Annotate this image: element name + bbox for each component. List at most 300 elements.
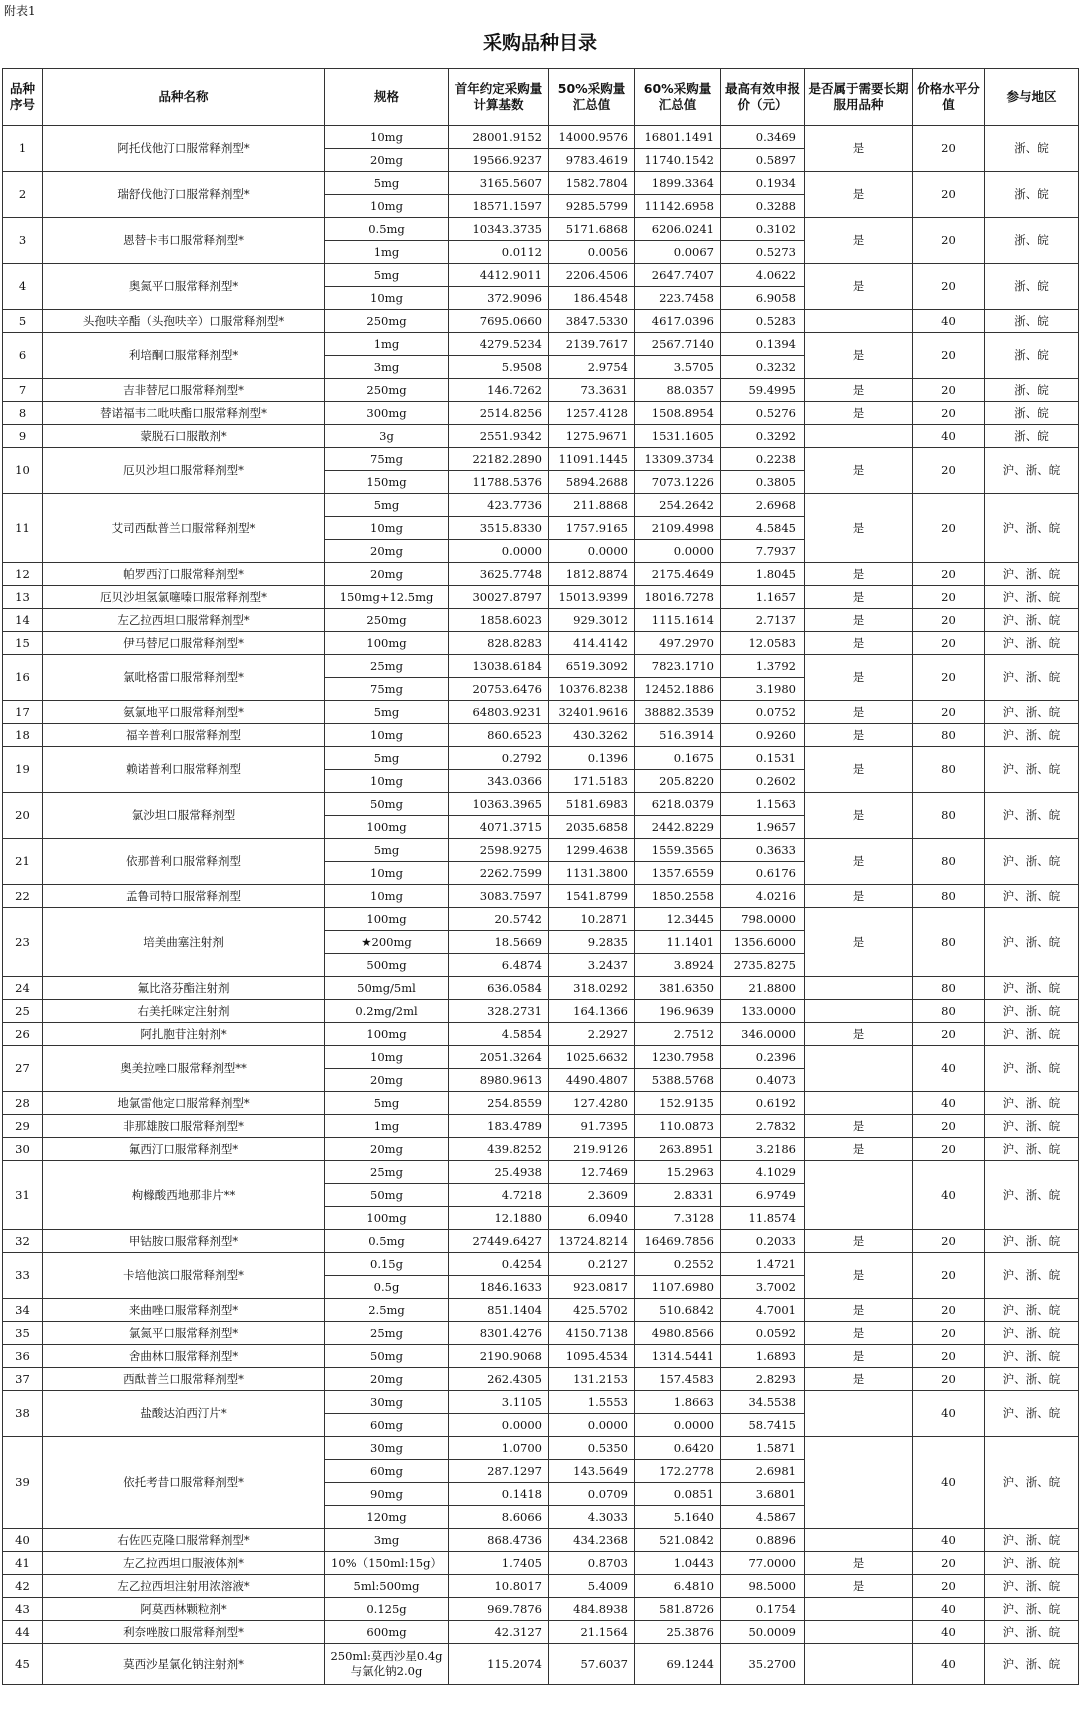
item-p60-qty: 157.4583 [635, 1368, 721, 1391]
appendix-note: 附表1 [4, 4, 36, 18]
item-max-price: 2.6981 [721, 1460, 805, 1483]
item-spec: 10mg [325, 195, 449, 218]
item-max-price: 0.5283 [721, 310, 805, 333]
item-max-price: 1.6893 [721, 1345, 805, 1368]
item-p60-qty: 11142.6958 [635, 195, 721, 218]
item-p50-qty: 5894.2688 [549, 471, 635, 494]
item-base-qty: 0.1418 [449, 1483, 549, 1506]
item-score: 20 [913, 563, 985, 586]
item-regions: 沪、浙、皖 [985, 1644, 1079, 1685]
item-regions: 沪、浙、皖 [985, 1161, 1079, 1230]
item-score: 20 [913, 1138, 985, 1161]
item-max-price: 1.3792 [721, 655, 805, 678]
item-max-price: 12.0583 [721, 632, 805, 655]
item-p60-qty: 2567.7140 [635, 333, 721, 356]
item-p60-qty: 581.8726 [635, 1598, 721, 1621]
table-row [3, 1322, 1079, 1345]
table-row [3, 655, 1079, 678]
table-row [3, 1299, 1079, 1322]
item-p50-qty: 6519.3092 [549, 655, 635, 678]
item-name: 左乙拉西坦口服液体剂* [43, 1552, 325, 1575]
item-long-term [805, 1644, 913, 1685]
item-p50-qty: 0.0056 [549, 241, 635, 264]
item-spec: 5mg [325, 701, 449, 724]
item-long-term: 是 [805, 793, 913, 839]
item-p60-qty: 381.6350 [635, 977, 721, 1000]
item-score: 20 [913, 655, 985, 701]
item-spec: 0.5g [325, 1276, 449, 1299]
item-name: 福辛普利口服常释剂型 [43, 724, 325, 747]
item-spec: 90mg [325, 1483, 449, 1506]
table-header-row [3, 69, 1079, 126]
item-score: 80 [913, 839, 985, 885]
item-long-term: 是 [805, 1299, 913, 1322]
item-base-qty: 5.9508 [449, 356, 549, 379]
item-max-price: 6.9749 [721, 1184, 805, 1207]
item-spec: 3mg [325, 356, 449, 379]
item-score: 80 [913, 1000, 985, 1023]
item-score: 20 [913, 1253, 985, 1299]
item-p60-qty: 5388.5768 [635, 1069, 721, 1092]
col-header-name: 品种名称 [43, 69, 325, 126]
item-spec: 75mg [325, 448, 449, 471]
item-base-qty: 4.5854 [449, 1023, 549, 1046]
item-max-price: 0.3232 [721, 356, 805, 379]
table-row [3, 793, 1079, 816]
item-base-qty: 7695.0660 [449, 310, 549, 333]
item-p60-qty: 0.0851 [635, 1483, 721, 1506]
item-max-price: 3.2186 [721, 1138, 805, 1161]
item-long-term: 是 [805, 1322, 913, 1345]
item-p60-qty: 1107.6980 [635, 1276, 721, 1299]
item-no: 13 [3, 586, 43, 609]
item-max-price: 98.5000 [721, 1575, 805, 1598]
item-regions: 沪、浙、皖 [985, 1299, 1079, 1322]
item-p50-qty: 5.4009 [549, 1575, 635, 1598]
item-name: 阿托伐他汀口服常释剂型* [43, 126, 325, 172]
item-name: 恩替卡韦口服常释剂型* [43, 218, 325, 264]
item-base-qty: 1.7405 [449, 1552, 549, 1575]
item-long-term: 是 [805, 172, 913, 218]
item-regions: 沪、浙、皖 [985, 1322, 1079, 1345]
table-row [3, 494, 1079, 517]
col-header-price: 最高有效申报价（元） [721, 69, 805, 126]
item-name: 依托考昔口服常释剂型* [43, 1437, 325, 1529]
item-no: 40 [3, 1529, 43, 1552]
item-max-price: 0.3288 [721, 195, 805, 218]
item-spec: 100mg [325, 1023, 449, 1046]
item-max-price: 2735.8275 [721, 954, 805, 977]
item-base-qty: 19566.9237 [449, 149, 549, 172]
item-p60-qty: 1899.3364 [635, 172, 721, 195]
item-score: 40 [913, 1391, 985, 1437]
item-p60-qty: 110.0873 [635, 1115, 721, 1138]
item-regions: 沪、浙、皖 [985, 1529, 1079, 1552]
table-row [3, 1368, 1079, 1391]
table-row [3, 425, 1079, 448]
item-p60-qty: 4617.0396 [635, 310, 721, 333]
item-regions: 浙、皖 [985, 264, 1079, 310]
item-name: 氯吡格雷口服常释剂型* [43, 655, 325, 701]
item-name: 利奈唑胺口服常释剂型* [43, 1621, 325, 1644]
item-no: 12 [3, 563, 43, 586]
item-spec: 5mg [325, 494, 449, 517]
item-spec: 0.5mg [325, 1230, 449, 1253]
item-base-qty: 64803.9231 [449, 701, 549, 724]
item-regions: 沪、浙、皖 [985, 1598, 1079, 1621]
item-max-price: 2.8293 [721, 1368, 805, 1391]
item-no: 26 [3, 1023, 43, 1046]
item-regions: 沪、浙、皖 [985, 839, 1079, 885]
col-header-regions: 参与地区 [985, 69, 1079, 126]
item-regions: 浙、皖 [985, 333, 1079, 379]
item-spec: 1mg [325, 333, 449, 356]
item-spec: 10%（150ml:15g） [325, 1552, 449, 1575]
item-max-price: 0.2396 [721, 1046, 805, 1069]
item-no: 32 [3, 1230, 43, 1253]
item-max-price: 0.3633 [721, 839, 805, 862]
item-p50-qty: 434.2368 [549, 1529, 635, 1552]
item-long-term: 是 [805, 655, 913, 701]
item-no: 10 [3, 448, 43, 494]
item-long-term [805, 1529, 913, 1552]
item-no: 7 [3, 379, 43, 402]
item-max-price: 0.2033 [721, 1230, 805, 1253]
item-spec: ★200mg [325, 931, 449, 954]
item-regions: 沪、浙、皖 [985, 1368, 1079, 1391]
item-name: 奥氮平口服常释剂型* [43, 264, 325, 310]
item-spec: 0.5mg [325, 218, 449, 241]
item-max-price: 0.6192 [721, 1092, 805, 1115]
item-p60-qty: 2109.4998 [635, 517, 721, 540]
item-long-term: 是 [805, 1368, 913, 1391]
item-no: 27 [3, 1046, 43, 1092]
item-p50-qty: 1025.6632 [549, 1046, 635, 1069]
item-long-term: 是 [805, 908, 913, 977]
item-score: 20 [913, 1322, 985, 1345]
item-name: 利培酮口服常释剂型* [43, 333, 325, 379]
item-spec: 20mg [325, 1138, 449, 1161]
item-name: 阿扎胞苷注射剂* [43, 1023, 325, 1046]
item-regions: 沪、浙、皖 [985, 563, 1079, 586]
item-long-term [805, 1000, 913, 1023]
item-max-price: 0.1394 [721, 333, 805, 356]
item-regions: 沪、浙、皖 [985, 1092, 1079, 1115]
item-name: 艾司西酞普兰口服常释剂型* [43, 494, 325, 563]
item-score: 40 [913, 1046, 985, 1092]
item-name: 舍曲林口服常释剂型* [43, 1345, 325, 1368]
item-max-price: 35.2700 [721, 1644, 805, 1685]
item-score: 20 [913, 379, 985, 402]
item-spec: 600mg [325, 1621, 449, 1644]
item-p60-qty: 16469.7856 [635, 1230, 721, 1253]
item-no: 24 [3, 977, 43, 1000]
table-row [3, 609, 1079, 632]
item-regions: 沪、浙、皖 [985, 908, 1079, 977]
item-max-price: 1.9657 [721, 816, 805, 839]
item-score: 20 [913, 586, 985, 609]
item-p50-qty: 10.2871 [549, 908, 635, 931]
item-spec: 100mg [325, 908, 449, 931]
item-p50-qty: 1257.4128 [549, 402, 635, 425]
item-max-price: 0.1934 [721, 172, 805, 195]
item-p60-qty: 516.3914 [635, 724, 721, 747]
item-no: 9 [3, 425, 43, 448]
item-max-price: 7.7937 [721, 540, 805, 563]
item-score: 20 [913, 402, 985, 425]
item-max-price: 4.1029 [721, 1161, 805, 1184]
item-p60-qty: 5.1640 [635, 1506, 721, 1529]
item-score: 20 [913, 632, 985, 655]
item-score: 20 [913, 126, 985, 172]
item-p50-qty: 127.4280 [549, 1092, 635, 1115]
item-max-price: 3.6801 [721, 1483, 805, 1506]
item-p60-qty: 1508.8954 [635, 402, 721, 425]
item-name: 奥美拉唑口服常释剂型** [43, 1046, 325, 1092]
item-p60-qty: 1230.7958 [635, 1046, 721, 1069]
item-p50-qty: 13724.8214 [549, 1230, 635, 1253]
item-max-price: 4.0216 [721, 885, 805, 908]
item-p50-qty: 164.1366 [549, 1000, 635, 1023]
table-row [3, 310, 1079, 333]
item-base-qty: 25.4938 [449, 1161, 549, 1184]
item-no: 17 [3, 701, 43, 724]
item-score: 20 [913, 1115, 985, 1138]
item-regions: 浙、皖 [985, 379, 1079, 402]
item-max-price: 133.0000 [721, 1000, 805, 1023]
table-row [3, 1621, 1079, 1644]
table-row [3, 1529, 1079, 1552]
item-score: 80 [913, 885, 985, 908]
item-spec: 10mg [325, 862, 449, 885]
table-row [3, 264, 1079, 287]
col-header-base: 首年约定采购量计算基数 [449, 69, 549, 126]
item-base-qty: 30027.8797 [449, 586, 549, 609]
table-row [3, 1161, 1079, 1184]
item-max-price: 1.4721 [721, 1253, 805, 1276]
item-p60-qty: 2647.7407 [635, 264, 721, 287]
item-no: 18 [3, 724, 43, 747]
item-score: 20 [913, 1552, 985, 1575]
item-name: 氨氯地平口服常释剂型* [43, 701, 325, 724]
item-p60-qty: 196.9639 [635, 1000, 721, 1023]
item-p60-qty: 12452.1886 [635, 678, 721, 701]
item-spec: 0.15g [325, 1253, 449, 1276]
item-p60-qty: 2442.8229 [635, 816, 721, 839]
item-base-qty: 10.8017 [449, 1575, 549, 1598]
item-long-term: 是 [805, 264, 913, 310]
item-spec: 150mg [325, 471, 449, 494]
item-base-qty: 3165.5607 [449, 172, 549, 195]
item-no: 1 [3, 126, 43, 172]
item-base-qty: 0.0112 [449, 241, 549, 264]
item-spec: 50mg [325, 1184, 449, 1207]
table-row [3, 908, 1079, 931]
item-p60-qty: 0.0000 [635, 1414, 721, 1437]
item-base-qty: 12.1880 [449, 1207, 549, 1230]
item-p50-qty: 21.1564 [549, 1621, 635, 1644]
item-p60-qty: 38882.3539 [635, 701, 721, 724]
item-spec: 20mg [325, 1368, 449, 1391]
item-p60-qty: 2175.4649 [635, 563, 721, 586]
item-regions: 沪、浙、皖 [985, 1391, 1079, 1437]
item-p50-qty: 186.4548 [549, 287, 635, 310]
item-max-price: 1356.6000 [721, 931, 805, 954]
table-row [3, 1115, 1079, 1138]
item-max-price: 0.0752 [721, 701, 805, 724]
item-p60-qty: 1314.5441 [635, 1345, 721, 1368]
item-base-qty: 18571.1597 [449, 195, 549, 218]
item-spec: 250mg [325, 609, 449, 632]
item-spec: 60mg [325, 1414, 449, 1437]
item-name: 右佐匹克隆口服常释剂型* [43, 1529, 325, 1552]
item-regions: 沪、浙、皖 [985, 1115, 1079, 1138]
item-p50-qty: 4150.7138 [549, 1322, 635, 1345]
item-max-price: 0.3469 [721, 126, 805, 149]
item-spec: 5mg [325, 839, 449, 862]
item-spec: 10mg [325, 126, 449, 149]
item-score: 20 [913, 333, 985, 379]
item-max-price: 3.7002 [721, 1276, 805, 1299]
item-spec: 10mg [325, 724, 449, 747]
item-score: 40 [913, 1529, 985, 1552]
item-score: 20 [913, 701, 985, 724]
item-score: 20 [913, 1299, 985, 1322]
item-spec: 25mg [325, 655, 449, 678]
item-base-qty: 2190.9068 [449, 1345, 549, 1368]
item-no: 39 [3, 1437, 43, 1529]
item-long-term: 是 [805, 333, 913, 379]
item-spec: 5ml:500mg [325, 1575, 449, 1598]
item-name: 右美托咪定注射剂 [43, 1000, 325, 1023]
col-header-no: 品种序号 [3, 69, 43, 126]
item-name: 吉非替尼口服常释剂型* [43, 379, 325, 402]
item-no: 20 [3, 793, 43, 839]
item-max-price: 0.9260 [721, 724, 805, 747]
item-p60-qty: 7823.1710 [635, 655, 721, 678]
item-no: 41 [3, 1552, 43, 1575]
item-no: 42 [3, 1575, 43, 1598]
item-no: 38 [3, 1391, 43, 1437]
item-max-price: 0.2238 [721, 448, 805, 471]
item-long-term: 是 [805, 1575, 913, 1598]
item-max-price: 1.8045 [721, 563, 805, 586]
item-p60-qty: 1531.1605 [635, 425, 721, 448]
item-p60-qty: 3.8924 [635, 954, 721, 977]
table-row [3, 333, 1079, 356]
item-base-qty: 10343.3735 [449, 218, 549, 241]
item-no: 23 [3, 908, 43, 977]
item-base-qty: 3625.7748 [449, 563, 549, 586]
item-base-qty: 20.5742 [449, 908, 549, 931]
item-p50-qty: 1095.4534 [549, 1345, 635, 1368]
item-spec: 50mg/5ml [325, 977, 449, 1000]
item-p60-qty: 6206.0241 [635, 218, 721, 241]
item-spec: 20mg [325, 149, 449, 172]
item-base-qty: 4412.9011 [449, 264, 549, 287]
item-base-qty: 372.9096 [449, 287, 549, 310]
item-p50-qty: 12.7469 [549, 1161, 635, 1184]
item-regions: 沪、浙、皖 [985, 448, 1079, 494]
item-p50-qty: 131.2153 [549, 1368, 635, 1391]
item-max-price: 50.0009 [721, 1621, 805, 1644]
item-regions: 沪、浙、皖 [985, 1023, 1079, 1046]
item-spec: 2.5mg [325, 1299, 449, 1322]
item-name: 替诺福韦二吡呋酯口服常释剂型* [43, 402, 325, 425]
item-no: 11 [3, 494, 43, 563]
item-p50-qty: 2.2927 [549, 1023, 635, 1046]
item-p50-qty: 318.0292 [549, 977, 635, 1000]
table-row [3, 448, 1079, 471]
item-p50-qty: 1541.8799 [549, 885, 635, 908]
item-name: 莫西沙星氯化钠注射剂* [43, 1644, 325, 1685]
table-row [3, 1046, 1079, 1069]
item-max-price: 0.5897 [721, 149, 805, 172]
item-name: 来曲唑口服常释剂型* [43, 1299, 325, 1322]
item-long-term: 是 [805, 1230, 913, 1253]
item-base-qty: 0.2792 [449, 747, 549, 770]
item-name: 氟比洛芬酯注射剂 [43, 977, 325, 1000]
item-no: 30 [3, 1138, 43, 1161]
col-header-p60: 60%采购量汇总值 [635, 69, 721, 126]
col-header-p50: 50%采购量汇总值 [549, 69, 635, 126]
item-base-qty: 8.6066 [449, 1506, 549, 1529]
item-base-qty: 183.4789 [449, 1115, 549, 1138]
item-max-price: 1.1657 [721, 586, 805, 609]
item-score: 80 [913, 747, 985, 793]
item-p60-qty: 205.8220 [635, 770, 721, 793]
item-score: 20 [913, 1575, 985, 1598]
item-name: 帕罗西汀口服常释剂型* [43, 563, 325, 586]
item-base-qty: 11788.5376 [449, 471, 549, 494]
item-regions: 沪、浙、皖 [985, 977, 1079, 1000]
table-row [3, 218, 1079, 241]
item-p50-qty: 0.5350 [549, 1437, 635, 1460]
item-p50-qty: 484.8938 [549, 1598, 635, 1621]
item-p50-qty: 14000.9576 [549, 126, 635, 149]
item-max-price: 59.4995 [721, 379, 805, 402]
item-p50-qty: 425.5702 [549, 1299, 635, 1322]
item-base-qty: 8980.9613 [449, 1069, 549, 1092]
item-score: 20 [913, 609, 985, 632]
item-spec: 60mg [325, 1460, 449, 1483]
item-max-price: 2.7137 [721, 609, 805, 632]
item-p50-qty: 9783.4619 [549, 149, 635, 172]
item-long-term [805, 1598, 913, 1621]
item-no: 28 [3, 1092, 43, 1115]
item-base-qty: 20753.6476 [449, 678, 549, 701]
item-max-price: 346.0000 [721, 1023, 805, 1046]
item-regions: 浙、皖 [985, 310, 1079, 333]
item-regions: 沪、浙、皖 [985, 632, 1079, 655]
item-p50-qty: 2139.7617 [549, 333, 635, 356]
item-spec: 50mg [325, 793, 449, 816]
item-base-qty: 2262.7599 [449, 862, 549, 885]
item-name: 甲钴胺口服常释剂型* [43, 1230, 325, 1253]
item-p50-qty: 73.3631 [549, 379, 635, 402]
item-spec: 25mg [325, 1322, 449, 1345]
item-name: 盐酸达泊西汀片* [43, 1391, 325, 1437]
item-max-price: 0.6176 [721, 862, 805, 885]
item-score: 20 [913, 1023, 985, 1046]
item-name: 伊马替尼口服常释剂型* [43, 632, 325, 655]
procurement-table [2, 68, 1079, 1685]
item-p50-qty: 6.0940 [549, 1207, 635, 1230]
item-max-price: 798.0000 [721, 908, 805, 931]
item-base-qty: 146.7262 [449, 379, 549, 402]
item-p50-qty: 1582.7804 [549, 172, 635, 195]
item-base-qty: 328.2731 [449, 1000, 549, 1023]
